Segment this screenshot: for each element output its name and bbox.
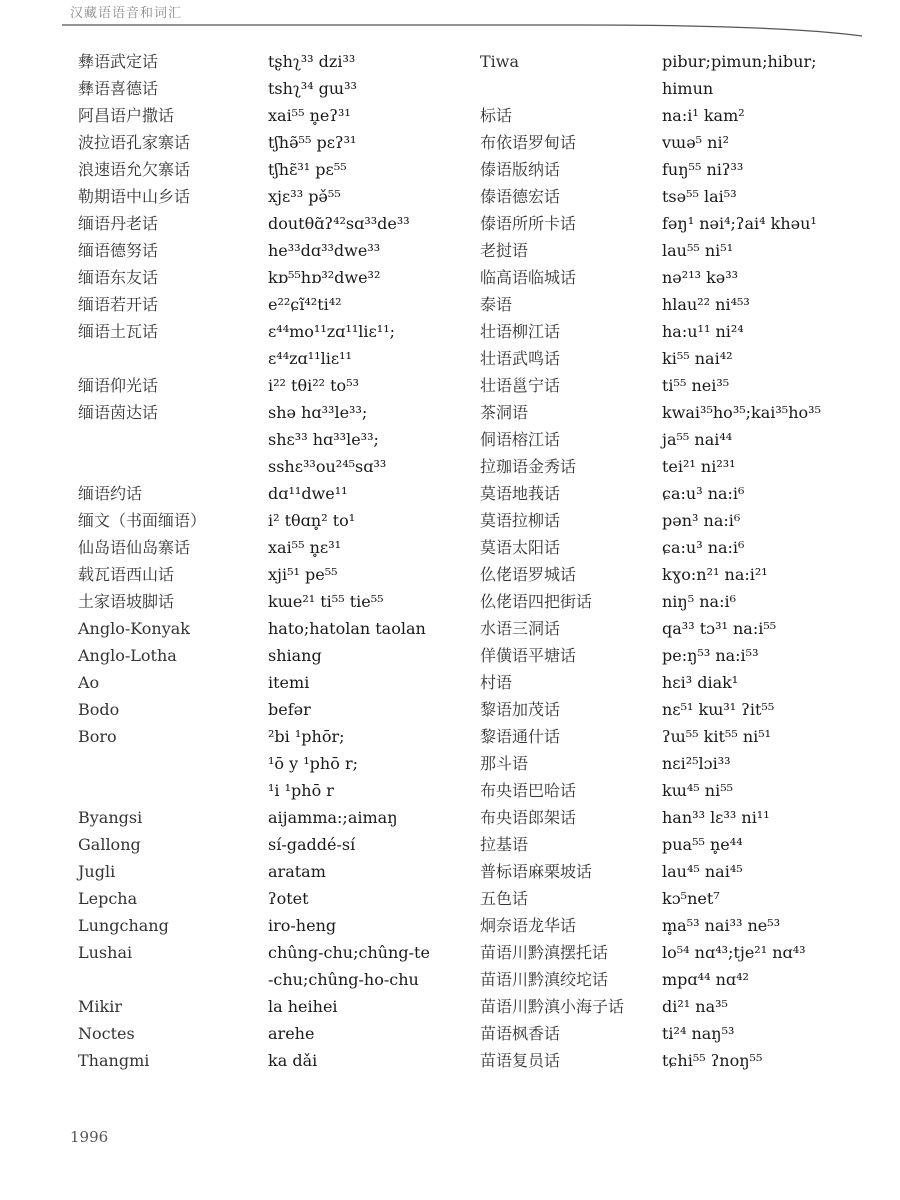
word-form: vɯə⁵ ni²	[662, 133, 730, 152]
word-form: di²¹ na³⁵	[662, 997, 728, 1016]
word-form: lo⁵⁴ nɑ⁴³;tje²¹ nɑ⁴³	[662, 943, 806, 962]
word-form: kɯe²¹ ti⁵⁵ tie⁵⁵	[268, 592, 384, 611]
word-form: aratam	[268, 862, 326, 881]
word-form: shɛ³³ hɑ³³le³³;	[268, 430, 379, 449]
language-name: Gallong	[78, 835, 141, 854]
language-name: 苗语川黔滇小海子话	[480, 997, 625, 1016]
language-name: 普标语麻栗坡话	[480, 862, 593, 881]
word-form: shiang	[268, 646, 322, 665]
word-form: hɛi³ diak¹	[662, 673, 739, 692]
word-form: kwai³⁵ho³⁵;kai³⁵ho³⁵	[662, 403, 821, 422]
language-name: 苗语复员话	[480, 1051, 561, 1070]
language-name: 傣语所所卡话	[480, 214, 577, 233]
language-name: 临高语临城话	[480, 268, 577, 287]
language-name: 老挝语	[480, 241, 529, 260]
right-form-column	[662, 48, 862, 1074]
word-form: nɛ⁵¹ kɯ³¹ ʔit⁵⁵	[662, 700, 775, 719]
left-form-column	[268, 48, 468, 1074]
word-form: ɛ⁴⁴zɑ¹¹liɛ¹¹	[268, 349, 352, 368]
language-name: 缅文（书面缅语）	[78, 511, 207, 530]
word-form: fəŋ¹ nəi⁴;ʔai⁴ khəu¹	[662, 214, 817, 233]
word-form: ʔotet	[268, 889, 309, 908]
language-name: 泰语	[480, 295, 513, 314]
word-form: arehe	[268, 1024, 315, 1043]
word-form: hlau²² ni⁴⁵³	[662, 295, 750, 314]
word-form: ɛ⁴⁴mo¹¹zɑ¹¹liɛ¹¹;	[268, 322, 395, 341]
language-name: 炯奈语龙华话	[480, 916, 577, 935]
language-name: 缅语约话	[78, 484, 143, 503]
language-name: 彝语喜德话	[78, 79, 159, 98]
language-name: 苗语川黔滇绞坨话	[480, 970, 609, 989]
word-form: ki⁵⁵ nai⁴²	[662, 349, 733, 368]
language-name: 勒期语中山乡话	[78, 187, 191, 206]
page-number: 1996	[70, 1128, 109, 1146]
word-form: tʃhə̃⁵⁵ pɛʔ³¹	[268, 133, 357, 152]
word-form: ɕa:u³ na:i⁶	[662, 538, 745, 557]
language-name: Anglo-Lotha	[78, 646, 177, 665]
language-name: 五色话	[480, 889, 529, 908]
language-name: Jugli	[78, 862, 116, 881]
word-form: hato;hatolan taolan	[268, 619, 426, 638]
language-name	[480, 75, 665, 102]
word-form: ¹ō y ¹phō r;	[268, 754, 358, 773]
word-form: la heihei	[268, 997, 338, 1016]
word-form: chûng-chu;chûng-te	[268, 943, 430, 962]
word-form: pən³ na:i⁶	[662, 511, 741, 530]
word-form: nə²¹³ kə³³	[662, 268, 739, 287]
word-form: tshʅ³⁴ gɯ³³	[268, 79, 357, 98]
language-name: Mikir	[78, 997, 122, 1016]
word-form: iro-heng	[268, 916, 337, 935]
language-name: Byangsi	[78, 808, 143, 827]
language-name: Tiwa	[480, 52, 520, 71]
language-name: 壮语邕宁话	[480, 376, 561, 395]
language-name: 黎语加茂话	[480, 700, 561, 719]
word-form: xai⁵⁵ n̥ɛ³¹	[268, 538, 342, 557]
language-name: 莫语太阳话	[480, 538, 561, 557]
word-form: xjɛ³³ pə̌⁵⁵	[268, 187, 341, 206]
word-form: nɛi²⁵lɔi³³	[662, 754, 731, 773]
running-head: 汉藏语语音和词汇	[70, 6, 183, 21]
word-form: -chu;chûng-ho-chu	[268, 970, 419, 989]
word-form: ka dǎi	[268, 1051, 318, 1070]
language-name	[78, 426, 253, 453]
word-form: pe:ŋ⁵³ na:i⁵³	[662, 646, 759, 665]
word-form: kɔ⁵net⁷	[662, 889, 720, 908]
word-form: befər	[268, 700, 311, 719]
word-form: m̥a⁵³ nai³³ ne⁵³	[662, 916, 781, 935]
word-form: ¹i ¹phō r	[268, 781, 334, 800]
word-form: lau⁵⁵ ni⁵¹	[662, 241, 734, 260]
language-name: 仫佬语四把街话	[480, 592, 593, 611]
word-form: shə hɑ³³le³³;	[268, 403, 368, 422]
language-name: 莫语拉柳话	[480, 511, 561, 530]
word-form: xji⁵¹ pe⁵⁵	[268, 565, 338, 584]
language-name: Lungchang	[78, 916, 169, 935]
word-form: na:i¹ kam²	[662, 106, 745, 125]
word-form: ɕa:u³ na:i⁶	[662, 484, 745, 503]
language-name: Noctes	[78, 1024, 135, 1043]
language-name: 缅语仰光话	[78, 376, 159, 395]
language-name: 布依语罗甸话	[480, 133, 577, 152]
language-name	[78, 966, 253, 993]
word-form: niŋ⁵ na:i⁶	[662, 592, 736, 611]
language-name	[78, 453, 253, 480]
word-form: pibur;pimun;hibur;	[662, 52, 817, 71]
word-form: kɯ⁴⁵ ni⁵⁵	[662, 781, 734, 800]
language-name: 布央语郎架话	[480, 808, 577, 827]
word-form: tsə⁵⁵ lai⁵³	[662, 187, 737, 206]
word-form: i² tθɑn̥² to¹	[268, 511, 356, 530]
language-name: 波拉语孔家寨话	[78, 133, 191, 152]
language-name	[78, 345, 253, 372]
word-form: ²bi ¹phōr;	[268, 727, 345, 746]
word-form: sí-gaddé-sí	[268, 835, 356, 854]
word-form: doutθɑ̃ʔ⁴²sɑ³³de³³	[268, 214, 410, 233]
language-name: Lepcha	[78, 889, 138, 908]
language-name: 拉基语	[480, 835, 529, 854]
word-form: kɒ⁵⁵hɒ³²dwe³²	[268, 268, 381, 287]
word-form: mpɑ⁴⁴ nɑ⁴²	[662, 970, 749, 989]
language-name: 苗语川黔滇摆托话	[480, 943, 609, 962]
word-form: sshɛ³³ou²⁴⁵sɑ³³	[268, 457, 387, 476]
language-name: 标话	[480, 106, 513, 125]
word-form: ti⁵⁵ nei³⁵	[662, 376, 730, 395]
language-name: 拉珈语金秀话	[480, 457, 577, 476]
word-form: e²²ɕĩ⁴²ti⁴²	[268, 295, 342, 314]
language-name: 土家语坡脚话	[78, 592, 175, 611]
word-form: kɣo:n²¹ na:i²¹	[662, 565, 768, 584]
language-name: Ao	[78, 673, 100, 692]
language-name: 壮语武鸣话	[480, 349, 561, 368]
language-name: 傣语德宏话	[480, 187, 561, 206]
right-language-column	[480, 48, 665, 1074]
language-name: 缅语丹老话	[78, 214, 159, 233]
word-form: ʔɯ⁵⁵ kit⁵⁵ ni⁵¹	[662, 727, 772, 746]
word-form: dɑ¹¹dwe¹¹	[268, 484, 348, 503]
language-name: 莫语地莪话	[480, 484, 561, 503]
word-form: tʃhɛ̃³¹ pɛ⁵⁵	[268, 160, 347, 179]
word-form: ja⁵⁵ nai⁴⁴	[662, 430, 733, 449]
word-form: aijamma:;aimaŋ	[268, 808, 398, 827]
word-form: tʂhʅ³³ dzi³³	[268, 52, 356, 71]
language-name: 苗语枫香话	[480, 1024, 561, 1043]
language-name: 壮语柳江话	[480, 322, 561, 341]
language-name: Lushai	[78, 943, 133, 962]
language-name: 村语	[480, 673, 513, 692]
word-form: han³³ lɛ³³ ni¹¹	[662, 808, 770, 827]
word-form: ti²⁴ naŋ⁵³	[662, 1024, 735, 1043]
language-name: 载瓦语西山话	[78, 565, 175, 584]
word-form: xai⁵⁵ n̥eʔ³¹	[268, 106, 351, 125]
language-name: 浪速语允欠寨话	[78, 160, 191, 179]
language-name: Thangmi	[78, 1051, 150, 1070]
language-name: 黎语通什话	[480, 727, 561, 746]
language-name: Anglo-Konyak	[78, 619, 190, 638]
word-form: qa³³ tɔ³¹ na:i⁵⁵	[662, 619, 777, 638]
language-name: Boro	[78, 727, 117, 746]
word-form: lau⁴⁵ nai⁴⁵	[662, 862, 743, 881]
word-form: tɕhi⁵⁵ ʔnoŋ⁵⁵	[662, 1051, 763, 1070]
language-name: 傣语版纳话	[480, 160, 561, 179]
language-name: 彝语武定话	[78, 52, 159, 71]
language-name: 侗语榕江话	[480, 430, 561, 449]
language-name	[78, 750, 253, 777]
language-name: 仙岛语仙岛寨话	[78, 538, 191, 557]
language-name: 缅语东友话	[78, 268, 159, 287]
word-form: he³³dɑ³³dwe³³	[268, 241, 381, 260]
language-name: 仫佬语罗城话	[480, 565, 577, 584]
word-form: itemi	[268, 673, 310, 692]
word-form: pua⁵⁵ n̥e⁴⁴	[662, 835, 743, 854]
language-name: Bodo	[78, 700, 120, 719]
language-name: 缅语德努话	[78, 241, 159, 260]
language-name: 那斗语	[480, 754, 529, 773]
language-name: 佯僙语平塘话	[480, 646, 577, 665]
language-name: 缅语若开话	[78, 295, 159, 314]
language-name: 缅语茵达话	[78, 403, 159, 422]
language-name: 布央语巴哈话	[480, 781, 577, 800]
word-form: fuŋ⁵⁵ niʔ³³	[662, 160, 744, 179]
word-form: ha:u¹¹ ni²⁴	[662, 322, 744, 341]
left-language-column	[78, 48, 253, 1074]
language-name: 茶洞语	[480, 403, 529, 422]
word-form: tei²¹ ni²³¹	[662, 457, 736, 476]
language-name: 缅语土瓦话	[78, 322, 159, 341]
language-name: 水语三洞话	[480, 619, 561, 638]
language-name: 阿昌语户撒话	[78, 106, 175, 125]
word-form: i²² tθi²² to⁵³	[268, 376, 360, 395]
word-form: himun	[662, 79, 714, 98]
language-name	[78, 777, 253, 804]
